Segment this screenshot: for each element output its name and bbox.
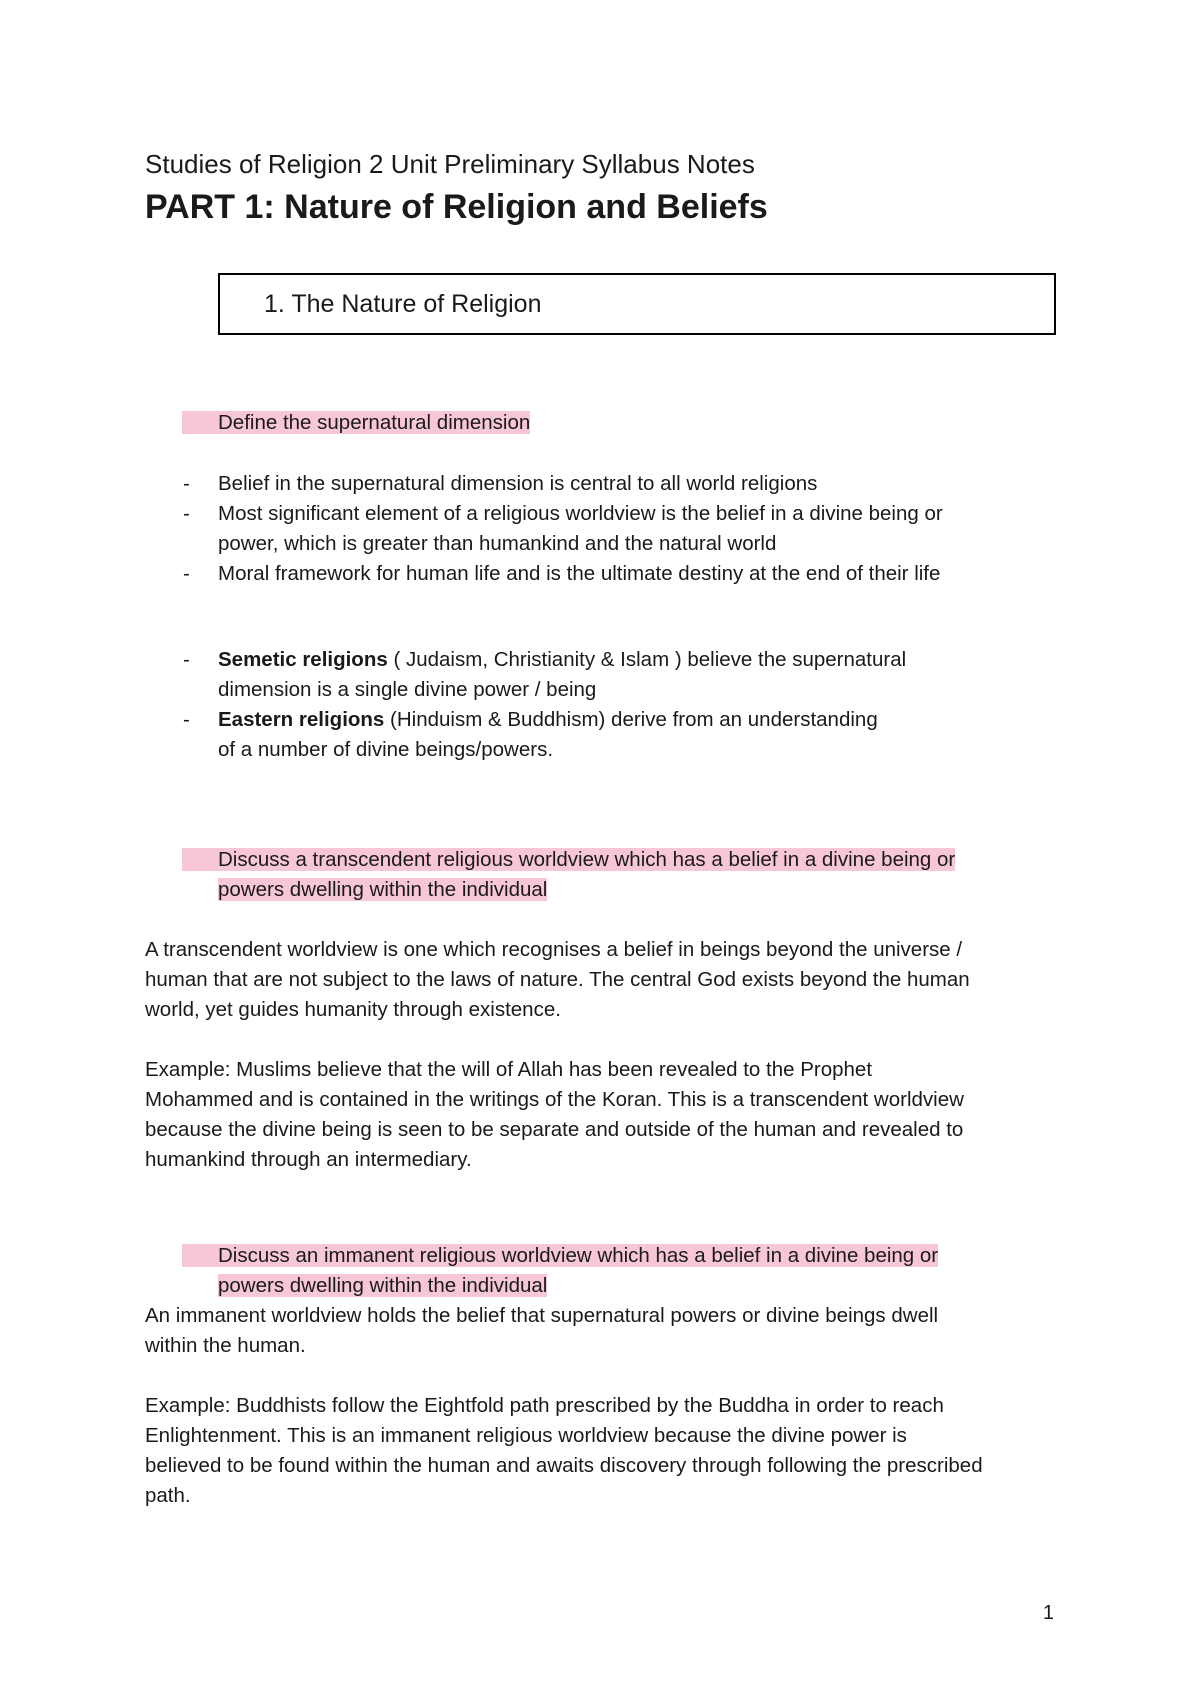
dash-marker: - (183, 562, 190, 585)
dash-marker: - (183, 708, 190, 731)
paragraph-line: within the human. (145, 1334, 306, 1357)
highlighted-bullet: Define the supernatural dimension (182, 408, 530, 438)
list-item-continuation: dimension is a single divine power / being (218, 678, 597, 701)
list-item: Belief in the supernatural dimension is central to all world religions (218, 472, 818, 495)
highlighted-bullet-continuation: powers dwelling within the individual (218, 878, 548, 901)
term-eastern: Eastern religions (218, 708, 385, 731)
highlighted-bullet: Discuss an immanent religious worldview which has a belief in a divine being or (182, 1241, 938, 1271)
paragraph-line: Enlightenment. This is an immanent religious worldview because the divine power is (145, 1424, 907, 1447)
term-semetic: Semetic religions (218, 648, 388, 671)
page-number: 1 (1042, 1602, 1054, 1624)
paragraph-line: An immanent worldview holds the belief that supernatural powers or divine beings dwell (145, 1304, 939, 1327)
list-item-continuation: power, which is greater than humankind and the natural world (218, 532, 777, 555)
paragraph-line: humankind through an intermediary. (145, 1148, 472, 1171)
document-subtitle: Studies of Religion 2 Unit Preliminary Syllabus Notes (145, 149, 755, 179)
paragraph-line: Mohammed and is contained in the writings of the Koran. This is a transcendent worldview (145, 1088, 964, 1111)
dash-marker: - (183, 472, 190, 495)
paragraph-line: path. (145, 1484, 191, 1507)
paragraph-line: A transcendent worldview is one which recognises a belief in beings beyond the universe / (145, 938, 963, 961)
dash-marker: - (183, 502, 190, 525)
section-heading-box (218, 273, 1056, 335)
highlighted-bullet-continuation: powers dwelling within the individual (218, 1274, 548, 1297)
paragraph-line: believed to be found within the human and awaits discovery through following the prescribed (145, 1454, 983, 1477)
list-item: Moral framework for human life and is the ultimate destiny at the end of their life (218, 562, 941, 585)
dash-marker: - (183, 648, 190, 671)
paragraph-line: Example: Buddhists follow the Eightfold path prescribed by the Buddha in order to reach (145, 1394, 944, 1417)
list-item: Eastern religions (Hinduism & Buddhism) derive from an understanding (218, 708, 878, 731)
section-heading: 1. The Nature of Religion (264, 290, 542, 318)
paragraph-line: human that are not subject to the laws of nature. The central God exists beyond the human (145, 968, 970, 991)
paragraph-line: world, yet guides humanity through existence. (145, 998, 561, 1021)
list-item: Semetic religions ( Judaism, Christianity & Islam ) believe the supernatural (218, 648, 907, 671)
list-item-continuation: of a number of divine beings/powers. (218, 738, 554, 761)
list-item: Most significant element of a religious worldview is the belief in a divine being or (218, 502, 943, 525)
paragraph-line: Example: Muslims believe that the will of Allah has been revealed to the Prophet (145, 1058, 873, 1081)
paragraph-line: because the divine being is seen to be separate and outside of the human and revealed to (145, 1118, 964, 1141)
document-title: PART 1: Nature of Religion and Beliefs (145, 188, 768, 226)
highlighted-bullet: Discuss a transcendent religious worldview which has a belief in a divine being or (182, 845, 955, 875)
